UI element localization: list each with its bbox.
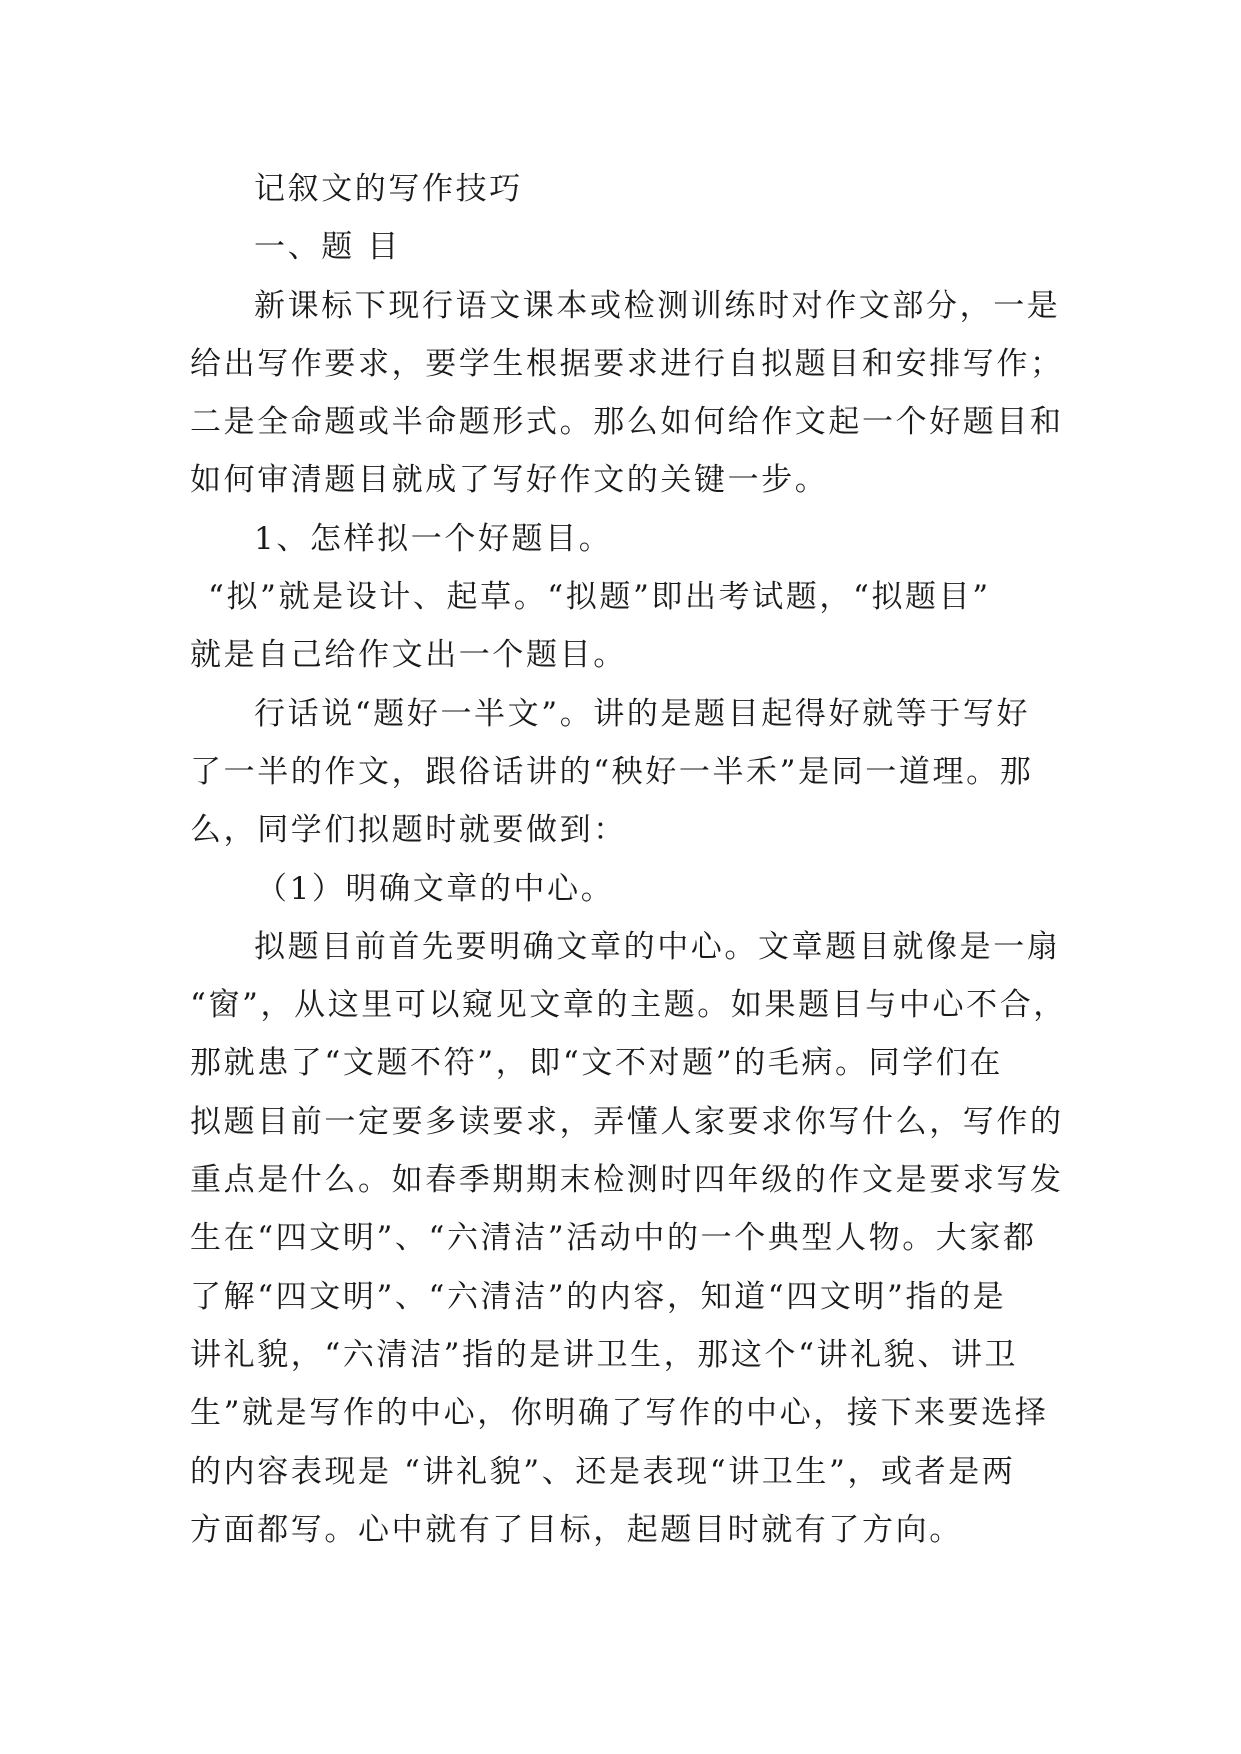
paragraph-1-line: 给出写作要求，要学生根据要求进行自拟题目和安排写作； (190, 345, 1064, 382)
subheading-1: 1、怎样拟一个好题目。 (254, 520, 613, 557)
paragraph-4-line: 的内容表现是 “讲礼貌”、还是表现“讲卫生”，或者是两 (190, 1453, 1016, 1490)
document-title: 记叙文的写作技巧 (254, 171, 523, 207)
paragraph-4-line: 了解“四文明”、“六清洁”的内容，知道“四文明”指的是 (190, 1278, 1007, 1315)
paragraph-4-line: “窗”，从这里可以窥见文章的主题。如果题目与中心不合， (190, 987, 1067, 1024)
paragraph-3-line: 么，同学们拟题时就要做到： (190, 812, 627, 849)
paragraph-4-line: 重点是什么。如春季期期末检测时四年级的作文是要求写发 (190, 1162, 1064, 1199)
section-heading: 一、题 目 (254, 229, 401, 266)
paragraph-4-line: 方面都写。心中就有了目标，起题目时就有了方向。 (190, 1511, 963, 1548)
paragraph-2-line: “拟”就是设计、起草。“拟题”即出考试题，“拟题目” (208, 579, 991, 616)
paragraph-4-line: 拟题目前一定要多读要求，弄懂人家要求你写什么，写作的 (190, 1103, 1064, 1140)
document-body (190, 160, 1067, 1559)
paragraph-4-line: 生在“四文明”、“六清洁”活动中的一个典型人物。大家都 (190, 1220, 1037, 1257)
paragraph-4-line: 讲礼貌，“六清洁”指的是讲卫生，那这个“讲礼貌、讲卫 (190, 1336, 1019, 1373)
paragraph-4-line: 拟题目前首先要明确文章的中心。文章题目就像是一扇 (254, 928, 1061, 965)
paragraph-4-line: 生”就是写作的中心，你明确了写作的中心，接下来要选择 (190, 1395, 1049, 1432)
paragraph-3-line: 了一半的作文，跟俗话讲的“秧好一半禾”是同一道理。那 (190, 753, 1034, 790)
paragraph-4-line: 那就患了“文题不符”，即“文不对题”的毛病。同学们在 (190, 1045, 1003, 1082)
paragraph-1-line: 新课标下现行语文课本或检测训练时对作文部分，一是 (254, 287, 1061, 324)
paragraph-1-line: 二是全命题或半命题形式。那么如何给作文起一个好题目和 (190, 404, 1064, 441)
subheading-2: （1）明确文章的中心。 (256, 870, 615, 907)
paragraph-3-line: 行话说“题好一半文”。讲的是题目起得好就等于写好 (254, 695, 1031, 732)
paragraph-1-line: 如何审清题目就成了写好作文的关键一步。 (190, 462, 829, 499)
paragraph-2-line: 就是自己给作文出一个题目。 (190, 637, 627, 674)
